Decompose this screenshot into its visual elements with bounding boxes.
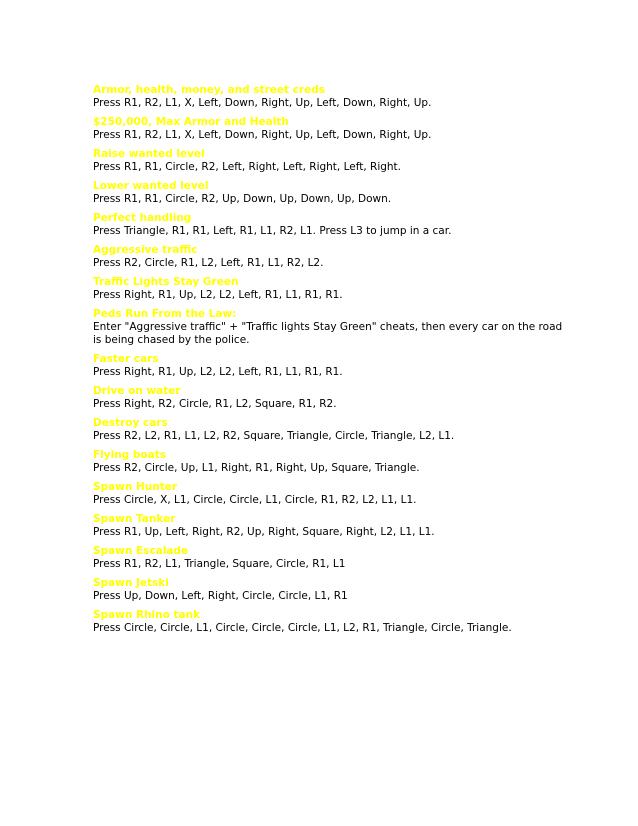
cheat-entry-flying-boats [93,449,563,475]
cheat-entry-green-lights [93,276,563,302]
cheat-instructions: Press R1, R1, Circle, R2, Left, Right, Left, Right, Left, Right. [93,161,402,173]
cheat-instructions: Press R1, R2, L1, X, Left, Down, Right, Up, Left, Down, Right, Up. [93,97,432,109]
cheat-title: Perfect handling [93,212,192,224]
cheat-entry-raise-wanted [93,148,563,174]
cheat-title: Raise wanted level [93,148,205,160]
cheat-title: Spawn Jetski [93,577,169,589]
cheat-instructions: Press Up, Down, Left, Right, Circle, Circle, L1, R1 [93,590,348,602]
cheat-entry-money [93,116,563,142]
cheat-title: Armor, health, money, and street creds [93,84,325,96]
cheat-instructions: Press R2, Circle, R1, L2, Left, R1, L1, R2, L2. [93,257,324,269]
cheat-title: Spawn Rhino tank [93,609,201,621]
cheat-instructions: Enter "Aggressive traffic" + "Traffic lights Stay Green" cheats, then every car on the road is being chased by the police. [93,321,563,346]
cheat-entry-peds-run [93,308,563,347]
cheat-list [93,84,563,641]
cheat-instructions: Press Triangle, R1, R1, Left, R1, L1, R2, L1. Press L3 to jump in a car. [93,225,452,237]
cheat-title: Spawn Hunter [93,481,178,493]
cheat-title: Spawn Escalade [93,545,189,557]
cheat-title: Aggressive traffic [93,244,198,256]
cheat-entry-lower-wanted [93,180,563,206]
cheat-entry-spawn-rhino [93,609,563,635]
cheat-entry-spawn-hunter [93,481,563,507]
cheat-instructions: Press R2, Circle, Up, L1, Right, R1, Right, Up, Square, Triangle. [93,462,420,474]
cheat-instructions: Press Circle, X, L1, Circle, Circle, L1, Circle, R1, R2, L2, L1, L1. [93,494,417,506]
cheat-title: Spawn Tanker [93,513,176,525]
cheat-instructions: Press R1, R1, Circle, R2, Up, Down, Up, Down, Up, Down. [93,193,392,205]
cheat-entry-spawn-tanker [93,513,563,539]
cheat-instructions: Press Right, R1, Up, L2, L2, Left, R1, L1, R1, R1. [93,366,343,378]
cheat-instructions: Press Circle, Circle, L1, Circle, Circle, Circle, L1, L2, R1, Triangle, Circle, Triangle. [93,622,512,634]
cheat-title: Traffic Lights Stay Green [93,276,239,288]
cheat-title: Lower wanted level [93,180,209,192]
cheat-title: $250,000, Max Armor and Health [93,116,289,128]
cheat-entry-perfect-handling [93,212,563,238]
cheat-instructions: Press R2, L2, R1, L1, L2, R2, Square, Triangle, Circle, Triangle, L2, L1. [93,430,455,442]
cheat-title: Destroy cars [93,417,168,429]
cheat-entry-spawn-escalade [93,545,563,571]
cheat-entry-aggressive-traffic [93,244,563,270]
cheat-entry-spawn-jetski [93,577,563,603]
cheat-entry-armor [93,84,563,110]
cheat-title: Peds Run From the Law: [93,308,237,320]
cheat-entry-destroy-cars [93,417,563,443]
cheat-title: Drive on water [93,385,181,397]
cheat-instructions: Press Right, R1, Up, L2, L2, Left, R1, L1, R1, R1. [93,289,343,301]
cheat-instructions: Press R1, Up, Left, Right, R2, Up, Right, Square, Right, L2, L1, L1. [93,526,435,538]
cheat-title: Flying boats [93,449,166,461]
cheat-instructions: Press Right, R2, Circle, R1, L2, Square, R1, R2. [93,398,337,410]
cheat-entry-faster-cars [93,353,563,379]
cheat-entry-drive-on-water [93,385,563,411]
cheat-instructions: Press R1, R2, L1, X, Left, Down, Right, Up, Left, Down, Right, Up. [93,129,432,141]
cheat-title: Faster cars [93,353,159,365]
cheat-instructions: Press R1, R2, L1, Triangle, Square, Circle, R1, L1 [93,558,346,570]
